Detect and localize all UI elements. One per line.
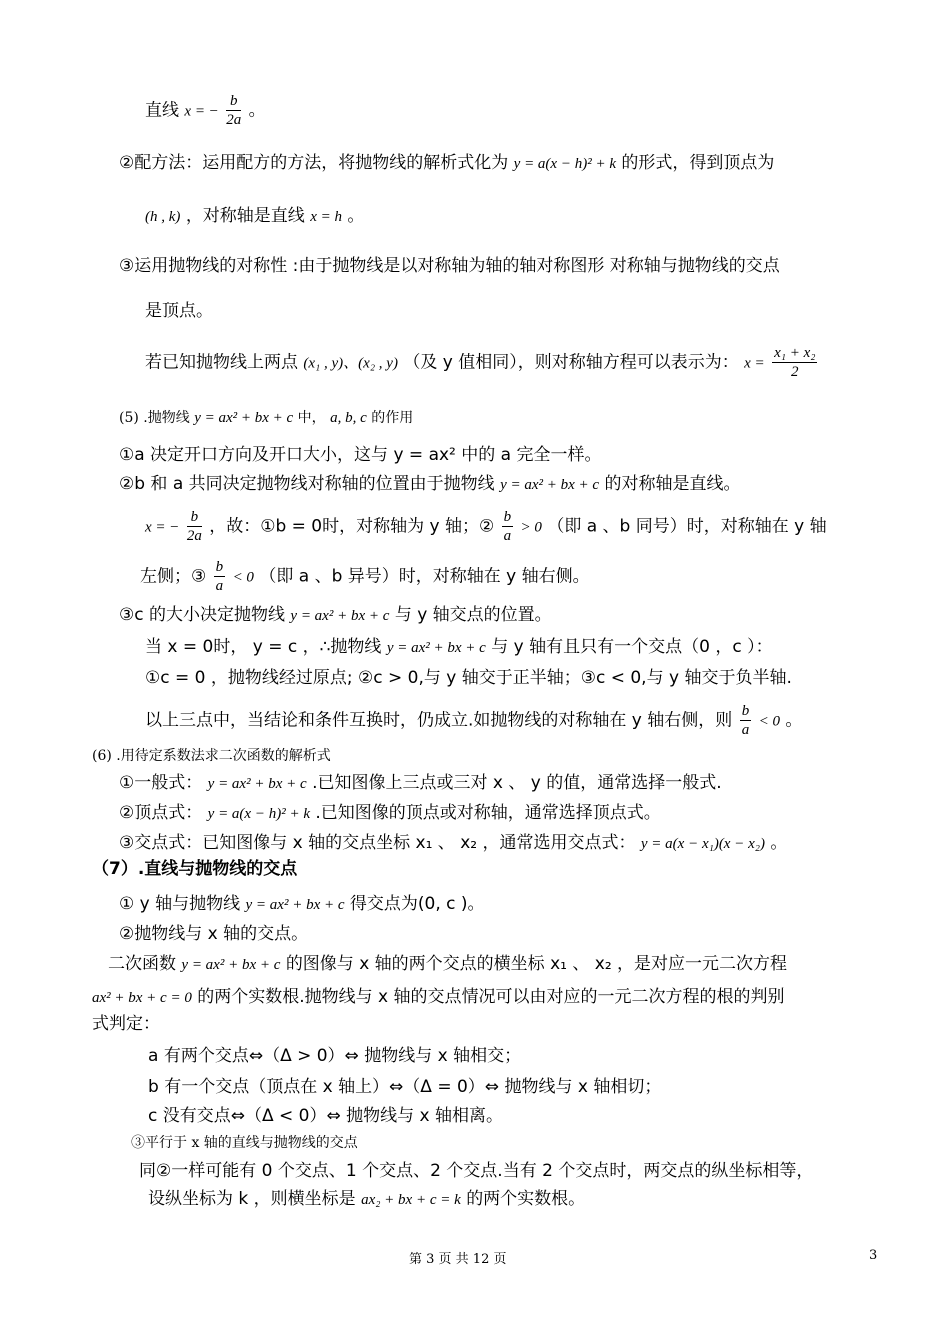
math: y = a(x − x₁)(x − x₂) bbox=[640, 836, 765, 852]
text: 中， bbox=[297, 410, 326, 426]
math: y = ax² + bx + c bbox=[181, 957, 281, 973]
fraction: $\frac{b}{2a}$ bbox=[186, 509, 202, 544]
line-b-left bbox=[140, 558, 590, 595]
math: x = h bbox=[310, 209, 342, 225]
line-is-vertex bbox=[145, 300, 213, 322]
math: ax² + bx + c = 0 bbox=[92, 990, 192, 1006]
text: b 有一个交点（顶点在 x 轴上）⇔（Δ = 0）⇔ 抛物线与 x 轴相切； bbox=[148, 1077, 662, 1097]
math: x = bbox=[744, 355, 765, 372]
text: c 没有交点⇔（Δ < 0）⇔ 抛物线与 x 轴相离。 bbox=[148, 1106, 504, 1126]
page-number-right bbox=[869, 1248, 877, 1263]
line-parallel-cases bbox=[139, 1160, 813, 1182]
text: a 有两个交点⇔（Δ > 0）⇔ 抛物线与 x 轴相交； bbox=[148, 1046, 522, 1066]
text: ②抛物线与 x 轴的交点。 bbox=[119, 924, 309, 944]
line-vertex-form bbox=[119, 802, 661, 825]
math: y = ax² + bx + c bbox=[290, 608, 390, 624]
line-parallel-roots bbox=[148, 1188, 585, 1211]
line-b-role bbox=[119, 473, 740, 496]
line-c-cases bbox=[145, 667, 792, 689]
line-vertex bbox=[145, 205, 364, 228]
text: ②配方法：运用配方的方法，将抛物线的解析式化为 bbox=[119, 153, 509, 173]
text: （7）.直线与抛物线的交点 bbox=[92, 859, 298, 879]
text: 设纵坐标为 k ，则横坐标是 bbox=[148, 1189, 356, 1209]
line-a-role bbox=[119, 444, 602, 466]
text: 同②一样可能有 0 个交点、1 个交点、2 个交点.当有 2 个交点时，两交点的纵坐标相等， bbox=[139, 1161, 814, 1181]
text: (6) .用待定系数法求二次函数的解析式 bbox=[92, 748, 331, 764]
text: 的作用 bbox=[371, 410, 414, 426]
line-c-role bbox=[119, 604, 552, 627]
text: 左侧；③ bbox=[140, 566, 207, 587]
fraction: $\frac{b}{2a}$ bbox=[226, 93, 242, 128]
text: .已知图像的顶点或对称轴，通常选择顶点式。 bbox=[315, 803, 661, 823]
line-y-axis-intersection bbox=[119, 893, 485, 916]
text: .已知图像上三点或三对 x 、 y 的值，通常选择一般式. bbox=[312, 773, 722, 793]
math: (x₁ , y)、(x₂ , y) bbox=[303, 355, 398, 372]
case-two-intersections bbox=[148, 1045, 521, 1067]
page-indicator: 第 3 页 共 12 页 bbox=[409, 1252, 507, 1267]
math: y = ax² + bx + c bbox=[245, 897, 345, 913]
text: 。 bbox=[347, 206, 365, 226]
text: 。 bbox=[785, 710, 803, 731]
line-x-axis-intersection bbox=[119, 923, 308, 945]
math: < 0 bbox=[232, 569, 254, 586]
line-equation-roots bbox=[92, 986, 785, 1009]
text: 的两个实数根.抛物线与 x 轴的交点情况可以由对应的一元二次方程的根的判别 bbox=[197, 987, 785, 1007]
text: （即 a 、b 异号）时，对称轴在 y 轴右侧。 bbox=[259, 566, 590, 587]
line-two-points bbox=[145, 344, 819, 381]
math: y = ax² + bx + c bbox=[386, 640, 486, 656]
text: ，故：①b = 0时，对称轴为 y 轴；② bbox=[209, 516, 495, 537]
math: x = − bbox=[184, 103, 219, 120]
case-no-intersection bbox=[148, 1105, 503, 1127]
line-discriminant bbox=[92, 1013, 160, 1035]
math: ax₂ + bx + c = k bbox=[361, 1192, 461, 1208]
text: 以上三点中，当结论和条件互换时，仍成立.如抛物线的对称轴在 y 轴右侧，则 bbox=[145, 710, 733, 731]
line-axis-formula bbox=[145, 92, 266, 129]
text: 二次函数 bbox=[108, 954, 176, 974]
math: x = − bbox=[145, 519, 180, 536]
text: 。 bbox=[248, 100, 266, 121]
math: y = ax² + bx + c bbox=[207, 776, 307, 792]
text: 直线 bbox=[145, 100, 179, 121]
text: 式判定： bbox=[92, 1014, 160, 1034]
section-5-heading bbox=[119, 407, 413, 429]
text: ③c 的大小决定抛物线 bbox=[119, 605, 285, 625]
math: y = a(x − h)² + k bbox=[513, 156, 616, 172]
line-symmetry bbox=[119, 255, 780, 277]
fraction: $\frac{b}{a}$ bbox=[741, 703, 750, 738]
text: ②顶点式： bbox=[119, 803, 203, 823]
text: 得交点为(0, c )。 bbox=[349, 894, 485, 914]
text: 与 y 轴有且只有一个交点（0 ，c ）： bbox=[491, 637, 773, 657]
page-number-footer bbox=[409, 1248, 506, 1267]
case-one-intersection bbox=[148, 1076, 661, 1098]
text: 。 bbox=[770, 833, 788, 853]
text: ① y 轴与抛物线 bbox=[119, 894, 241, 914]
line-general-form bbox=[119, 772, 722, 795]
text: 的形式，得到顶点为 bbox=[621, 153, 775, 173]
text: 与 y 轴交点的位置。 bbox=[394, 605, 552, 625]
text: (5) .抛物线 bbox=[119, 410, 190, 426]
section-6-heading bbox=[92, 745, 331, 767]
math: a, b, c bbox=[330, 410, 367, 426]
line-completing-square bbox=[119, 152, 774, 175]
text: 当 x = 0时， y = c ，∴抛物线 bbox=[145, 637, 382, 657]
page-number: 3 bbox=[869, 1248, 878, 1263]
math: > 0 bbox=[520, 519, 542, 536]
math: y = ax² + bx + c bbox=[194, 410, 294, 426]
line-b-cases bbox=[145, 508, 827, 545]
line-quadratic-roots bbox=[108, 953, 787, 976]
text: 是顶点。 bbox=[145, 301, 213, 321]
line-converse bbox=[145, 702, 802, 739]
text: 的图像与 x 轴的两个交点的横坐标 x₁ 、 x₂ ，是对应一元二次方程 bbox=[285, 954, 788, 974]
math: y = a(x − h)² + k bbox=[207, 806, 310, 822]
text: ，对称轴是直线 bbox=[185, 206, 305, 226]
line-intercept-form bbox=[119, 832, 787, 855]
math: < 0 bbox=[758, 713, 780, 730]
text: ③交点式：已知图像与 x 轴的交点坐标 x₁ 、 x₂ ，通常选用交点式： bbox=[119, 833, 636, 853]
text: ③平行于 x 轴的直线与抛物线的交点 bbox=[131, 1135, 358, 1151]
text: （及 y 值相同），则对称轴方程可以表示为： bbox=[403, 352, 739, 373]
section-7-heading bbox=[92, 858, 297, 880]
fraction: $\frac{b}{a}$ bbox=[503, 509, 512, 544]
text: 若已知抛物线上两点 bbox=[145, 352, 298, 373]
fraction: $\frac{b}{a}$ bbox=[215, 559, 224, 594]
line-parallel-heading bbox=[131, 1132, 358, 1154]
fraction: $\frac{\text{x₁ + x₂}}{2}$ bbox=[774, 345, 816, 380]
text: 的对称轴是直线。 bbox=[604, 474, 741, 494]
line-c-intersection bbox=[145, 636, 773, 659]
text: ②b 和 a 共同决定抛物线对称轴的位置由于抛物线 bbox=[119, 474, 495, 494]
text: ①a 决定开口方向及开口大小，这与 y = ax² 中的 a 完全一样。 bbox=[119, 445, 602, 465]
text: （即 a 、b 同号）时，对称轴在 y 轴 bbox=[547, 516, 827, 537]
text: ①一般式： bbox=[119, 773, 203, 793]
text: ①c = 0 ，抛物线经过原点; ②c > 0,与 y 轴交于正半轴；③c < 0,与 y 轴交于负半轴. bbox=[145, 668, 792, 688]
text: ③运用抛物线的对称性 :由于抛物线是以对称轴为轴的轴对称图形 对称轴与抛物线的交点 bbox=[119, 256, 780, 276]
math: (h , k) bbox=[145, 209, 181, 225]
math: y = ax² + bx + c bbox=[500, 477, 600, 493]
text: 的两个实数根。 bbox=[466, 1189, 586, 1209]
